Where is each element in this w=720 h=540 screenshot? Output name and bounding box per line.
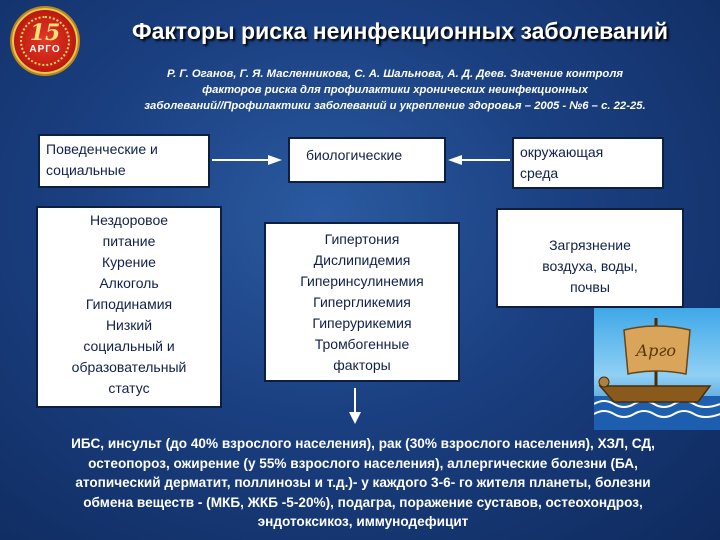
list-line: Нездоровое [89, 212, 169, 228]
category-behavioral-social [38, 134, 210, 188]
list-behavioral-factors [36, 206, 222, 408]
arrow-left-to-center [212, 159, 268, 161]
list-line: социальный и [83, 338, 175, 354]
citation-line: заболеваний//Профилактики заболеваний и укрепление здоровья – 2005 - №6 – с. 22-25. [144, 100, 646, 112]
outcome-line: ИБС, инсульт (до 40% взрослого населения), рак (30% взрослого населения), ХЗЛ, СД, [71, 436, 655, 451]
list-environment-factors [496, 208, 684, 308]
list-line: факторы [333, 357, 391, 373]
list-line: Тромбогенные [314, 336, 410, 352]
list-line: Загрязнение [549, 237, 631, 253]
outcome-diseases-text [22, 434, 704, 532]
outcome-line: атопический дерматит, поллинозы и т.д.)- у каждого 3-6- го жителя планеты, болезни [75, 475, 651, 490]
list-line: Гипергликемия [313, 294, 411, 310]
list-line: статус [108, 380, 150, 396]
category-biological [288, 137, 446, 183]
list-line: образовательный [71, 359, 187, 375]
slide-title: Факторы риска неинфекционных заболеваний [132, 18, 668, 44]
list-line: Гиперинсулинемия [300, 273, 424, 289]
category-line: среда [520, 165, 559, 181]
category-line: биологические [306, 147, 403, 163]
list-line: Гиперурикемия [312, 315, 412, 331]
citation [70, 66, 720, 114]
outcome-line: обмена веществ - (МКБ, ЖКБ -5-20%), подагра, поражение суставов, остеохондроз, [83, 494, 643, 510]
list-line: почвы [570, 279, 610, 295]
list-line: Курение [102, 254, 156, 270]
arrow-down-stem [354, 388, 356, 414]
outcome-line: остеопороз, ожирение (у 55% взрослого населения), аллергические болезни (БА, [88, 455, 638, 471]
ship-illustration [594, 308, 720, 430]
logo-number: 15 [29, 20, 61, 46]
argo-ship-image [594, 308, 720, 430]
outcome-line: эндотоксикоз, иммунодефицит [257, 514, 469, 529]
logo-word: АРГО [29, 44, 61, 55]
citation-line: факторов риска для профилактики хронических неинфекционных [202, 84, 588, 96]
arrow-right-to-center [462, 159, 510, 161]
list-line: Низкий [105, 317, 153, 333]
arrow-head-left [448, 155, 462, 165]
arrow-head-right [268, 155, 282, 165]
list-biological-factors [264, 222, 460, 382]
list-line: воздуха, воды, [542, 258, 638, 274]
category-line: Поведенческие и [46, 141, 158, 157]
list-line: Гипертония [324, 231, 400, 247]
arrow-head-down [349, 412, 361, 424]
list-line: Гиподинамия [85, 296, 173, 312]
list-line: питание [102, 233, 156, 249]
argo-logo [12, 8, 78, 74]
citation-line: Р. Г. Оганов, Г. Я. Масленникова, С. А. Шальнова, А. Д. Деев. Значение контроля [166, 68, 624, 80]
category-line: социальные [46, 162, 126, 178]
ship-sail-label: Арго [635, 341, 677, 360]
list-line: Дислипидемия [313, 252, 411, 268]
category-environment [512, 137, 664, 189]
list-line: Алкоголь [99, 275, 159, 291]
category-line: окружающая [520, 144, 604, 160]
